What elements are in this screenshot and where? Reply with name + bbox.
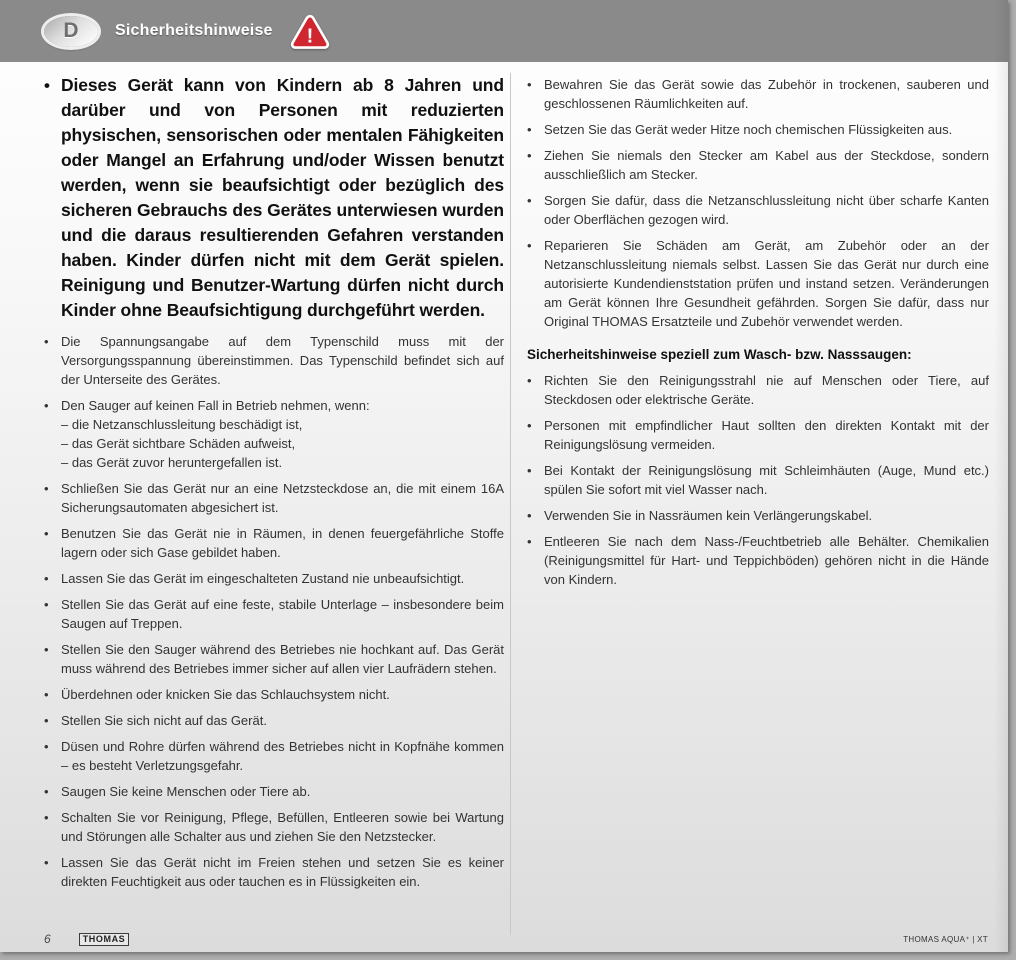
bullet-text: Personen mit empfindlicher Haut sollten den direkten Kontakt mit der Reinigungslösung vermeiden. xyxy=(544,418,989,452)
bullet-marker: • xyxy=(44,855,49,870)
bullet-marker: • xyxy=(527,534,532,549)
page-footer xyxy=(44,932,988,946)
lead-safety-bullet xyxy=(44,73,504,323)
bullet-text: Die Spannungsangabe auf dem Typenschild muss mit der Versorgungsspannung übereinstimmen. Das Typenschild befindet sich auf der Unterseite des Gerätes. xyxy=(61,334,504,387)
thomas-logo: THOMAS xyxy=(79,933,130,946)
bullet-marker: • xyxy=(44,481,49,496)
bullet-text: Stellen Sie das Gerät auf eine feste, stabile Unterlage – insbesondere beim Saugen auf Treppen. xyxy=(61,597,504,631)
bullet-marker: • xyxy=(527,77,532,92)
svg-text:!: ! xyxy=(306,25,313,47)
bullet-marker: • xyxy=(44,810,49,825)
footer-left xyxy=(44,932,129,946)
bullet-text: Bei Kontakt der Reinigungslösung mit Schleimhäuten (Auge, Mund etc.) spülen Sie sofort mit viel Wasser nach. xyxy=(544,463,989,497)
bullet-item xyxy=(44,524,504,562)
bullet-item xyxy=(44,640,504,678)
bullet-marker: • xyxy=(44,526,49,541)
bullet-marker: • xyxy=(44,713,49,728)
bullet-marker: • xyxy=(44,398,49,413)
bullet-text: Düsen und Rohre dürfen während des Betriebes nicht in Kopfnähe kommen – es besteht Verletzungsgefahr. xyxy=(61,739,504,773)
bullet-text: Reparieren Sie Schäden am Gerät, am Zubehör oder an der Netzanschlussleitung niemals selbst. Lassen Sie das Gerät nur durch eine autorisierte Kundendienststation prüfen und instand setzen. Veränderungen am Gerät können Ihre Gesundheit gefährden. Sorgen Sie dafür, dass nur Original THOMAS Ersatzteile und Zubehör verwendet werden. xyxy=(544,238,989,329)
bullet-item xyxy=(527,120,989,139)
bullet-marker: • xyxy=(527,463,532,478)
bullet-item xyxy=(527,506,989,525)
bullet-item xyxy=(527,371,989,409)
wet-vacuum-bullet-list xyxy=(527,371,989,589)
bullet-text: Sorgen Sie dafür, dass die Netzanschlussleitung nicht über scharfe Kanten oder Oberflächen gezogen wird. xyxy=(544,193,989,227)
bullet-marker: • xyxy=(44,597,49,612)
language-badge xyxy=(44,16,98,47)
bullet-item xyxy=(44,711,504,730)
model-name: THOMAS AQUA⁺ | XT xyxy=(903,934,988,944)
bullet-marker: • xyxy=(527,148,532,163)
lead-safety-text: Dieses Gerät kann von Kindern ab 8 Jahren und darüber und von Personen mit reduzierten physischen, sensorischen oder mentalen Fähigkeiten oder Mangel an Erfahrung und/oder Wissen benutzt werden, wenn sie beaufsichtigt oder bezüglich des sicheren Gebrauchs des Gerätes unterwiesen wurden und die daraus resultierenden Gefahren verstanden haben. Kinder dürfen nicht mit dem Gerät spielen. Reinigung und Benutzer-Wartung dürfen nicht durch Kinder ohne Beaufsichtigung durchgeführt werden. xyxy=(60,75,504,320)
column-divider xyxy=(510,73,511,935)
bullet-item xyxy=(527,146,989,184)
left-bullet-list xyxy=(44,332,504,891)
bullet-item xyxy=(44,479,504,517)
bullet-text: Saugen Sie keine Menschen oder Tiere ab. xyxy=(61,784,311,799)
bullet-marker: • xyxy=(44,571,49,586)
bullet-text: Richten Sie den Reinigungsstrahl nie auf Menschen oder Tiere, auf Steckdosen oder elektrische Geräte. xyxy=(544,373,989,407)
bullet-subitem: – das Gerät zuvor heruntergefallen ist. xyxy=(61,455,283,470)
bullet-text: Bewahren Sie das Gerät sowie das Zubehör in trockenen, sauberen und geschlossenen Räumlichkeiten auf. xyxy=(544,77,989,111)
bullet-text: Stellen Sie sich nicht auf das Gerät. xyxy=(61,713,267,728)
bullet-marker: • xyxy=(44,687,49,702)
bullet-item xyxy=(44,569,504,588)
bullet-marker: • xyxy=(527,122,532,137)
bullet-marker: • xyxy=(44,739,49,754)
page-body xyxy=(0,62,1008,935)
warning-triangle-icon xyxy=(290,13,330,50)
page-number: 6 xyxy=(44,932,51,946)
right-bullet-list xyxy=(527,75,989,331)
bullet-text: Ziehen Sie niemals den Stecker am Kabel aus der Steckdose, sondern ausschließlich am Stecker. xyxy=(544,148,989,182)
bullet-item xyxy=(527,532,989,589)
bullet-marker: • xyxy=(527,238,532,253)
page-title: Sicherheitshinweise xyxy=(115,22,273,39)
bullet-text: Verwenden Sie in Nassräumen kein Verlängerungskabel. xyxy=(544,508,873,523)
bullet-text: Schalten Sie vor Reinigung, Pflege, Befüllen, Entleeren sowie bei Wartung und Störungen alle Schalter aus und ziehen Sie den Netzstecker. xyxy=(61,810,504,844)
bullet-text: Lassen Sie das Gerät nicht im Freien stehen und setzen Sie es keiner direkten Feuchtigkeit aus oder tauchen es in Flüssigkeiten ein. xyxy=(61,855,504,889)
bullet-marker: • xyxy=(44,76,50,95)
bullet-item xyxy=(44,595,504,633)
bullet-marker: • xyxy=(527,508,532,523)
bullet-item xyxy=(527,461,989,499)
bullet-item xyxy=(44,737,504,775)
bullet-item xyxy=(44,685,504,704)
bullet-text: Lassen Sie das Gerät im eingeschalteten Zustand nie unbeaufsichtigt. xyxy=(61,571,465,586)
bullet-item xyxy=(527,75,989,113)
bullet-marker: • xyxy=(44,784,49,799)
bullet-item xyxy=(44,396,504,472)
bullet-text: Schließen Sie das Gerät nur an eine Netzsteckdose an, die mit einem 16A Sicherungsautomaten abgesichert ist. xyxy=(61,481,504,515)
bullet-text: Benutzen Sie das Gerät nie in Räumen, in denen feuergefährliche Stoffe lagern oder sich Gase gebildet haben. xyxy=(61,526,504,560)
bullet-text: Überdehnen oder knicken Sie das Schlauchsystem nicht. xyxy=(61,687,390,702)
bullet-marker: • xyxy=(527,418,532,433)
bullet-text: Setzen Sie das Gerät weder Hitze noch chemischen Flüssigkeiten aus. xyxy=(544,122,953,137)
bullet-marker: • xyxy=(527,373,532,388)
bullet-subitem: – das Gerät sichtbare Schäden aufweist, xyxy=(61,436,296,451)
bullet-marker: • xyxy=(44,334,49,349)
bullet-item xyxy=(44,782,504,801)
bullet-marker: • xyxy=(527,193,532,208)
bullet-text: Den Sauger auf keinen Fall in Betrieb nehmen, wenn: – die Netzanschlussleitung beschädigt ist, – das Gerät sichtbare Schäden aufweist, – das Gerät zuvor heruntergefallen ist. xyxy=(61,396,504,472)
bullet-text: Stellen Sie den Sauger während des Betriebes nie hochkant auf. Das Gerät muss während des Betriebes immer sicher auf allen vier Laufrädern stehen. xyxy=(61,642,504,676)
wet-vacuum-section-heading: Sicherheitshinweise speziell zum Wasch- bzw. Nasssaugen: xyxy=(527,347,912,362)
right-column xyxy=(527,73,989,935)
bullet-item xyxy=(527,236,989,331)
bullet-text: Entleeren Sie nach dem Nass-/Feuchtbetrieb alle Behälter. Chemikalien (Reinigungsmittel für Hart- und Teppichböden) gehören nicht in die Hände von Kindern. xyxy=(544,534,989,587)
bullet-item xyxy=(44,808,504,846)
bullet-marker: • xyxy=(44,642,49,657)
bullet-item xyxy=(527,416,989,454)
bullet-item xyxy=(44,332,504,389)
bullet-item xyxy=(44,853,504,891)
bullet-item xyxy=(527,191,989,229)
page-header xyxy=(0,0,1008,62)
bullet-subitem: – die Netzanschlussleitung beschädigt ist, xyxy=(61,417,303,432)
language-badge-letter: D xyxy=(63,19,79,42)
left-column xyxy=(44,73,504,935)
